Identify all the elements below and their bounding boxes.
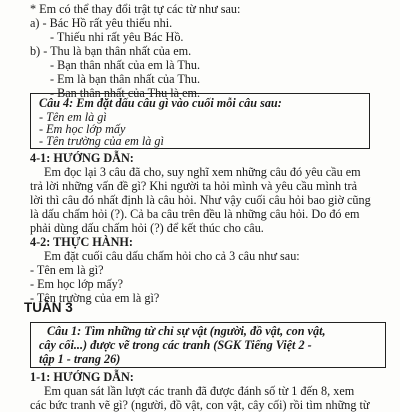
intro-line: * Em có thể thay đổi trật tự các từ như sau: (30, 2, 241, 16)
question-4-item: - Tên em là gì (39, 110, 107, 124)
question-1-line: Câu 1: Tìm những từ chỉ sự vật (người, đồ vật, con vật, (47, 324, 326, 338)
question-4-title: Câu 4: Em đặt dấu câu gì vào cuối mỗi câu sau: (39, 96, 282, 110)
example-a-1: a) - Bác Hồ rất yêu thiếu nhi. (30, 16, 173, 30)
example-b-2: - Bạn thân nhất của em là Thu. (50, 58, 201, 72)
question-4-item: - Em học lớp mấy (39, 122, 126, 136)
example-b-3: - Em là bạn thân nhất của Thu. (50, 72, 201, 86)
question-1-line: cây cối...) được vẽ trong các tranh (SGK Tiếng Việt 2 - (39, 338, 312, 352)
section-4-2-heading: 4-2: THỰC HÀNH: (30, 235, 133, 249)
question-4-box (30, 93, 370, 149)
section-4-1-line: là dấu chấm hỏi (?). Cả ba câu trên đều là những câu hỏi. Do đó em (30, 207, 360, 221)
section-1-1-line: các bức tranh vẽ gì? (người, đồ vật, con vật, cây cối) rồi tìm những từ (30, 398, 370, 412)
section-4-2-line: Em đặt cuối câu dấu chấm hỏi cho cả 3 câu như sau: (44, 249, 300, 263)
section-4-1-line: trả lời những vấn đề gì? Khi người ta hỏi mình và yêu cầu mình trả (30, 179, 357, 193)
section-4-2-line: - Em học lớp mấy? (30, 277, 124, 291)
example-a-2: - Thiếu nhi rất yêu Bác Hồ. (50, 30, 184, 44)
example-b-4: - Bạn thân nhất của Thu là em. (50, 86, 201, 100)
question-4-item: - Tên trường của em là gì (39, 134, 164, 148)
example-b-1: b) - Thu là bạn thân nhất của em. (30, 44, 192, 58)
section-4-1-line: Em đọc lại 3 câu đã cho, suy nghĩ xem những câu đó yêu cầu em (44, 165, 361, 179)
section-1-1-line: Em quan sát lần lượt các tranh đã được đánh số từ 1 đến 8, xem (44, 384, 355, 398)
section-4-1-line: phải dùng dấu chấm hỏi (?) để kết thúc cho câu. (30, 221, 264, 235)
section-1-1-heading: 1-1: HƯỚNG DẪN: (30, 370, 134, 384)
question-1-box (30, 322, 386, 368)
section-4-2-line: - Tên em là gì? (30, 263, 104, 277)
week-heading: TUẦN 3 (24, 300, 73, 315)
question-1-line: tập 1 - trang 26) (39, 352, 121, 366)
section-4-1-line: lời thì câu đó nhất định là câu hỏi. Như vậy cuối câu hỏi bao giờ cũng (30, 193, 371, 207)
section-4-1-heading: 4-1: HƯỚNG DẪN: (30, 151, 134, 165)
section-4-2-line: - Tên trường của em là gì? (30, 291, 160, 305)
